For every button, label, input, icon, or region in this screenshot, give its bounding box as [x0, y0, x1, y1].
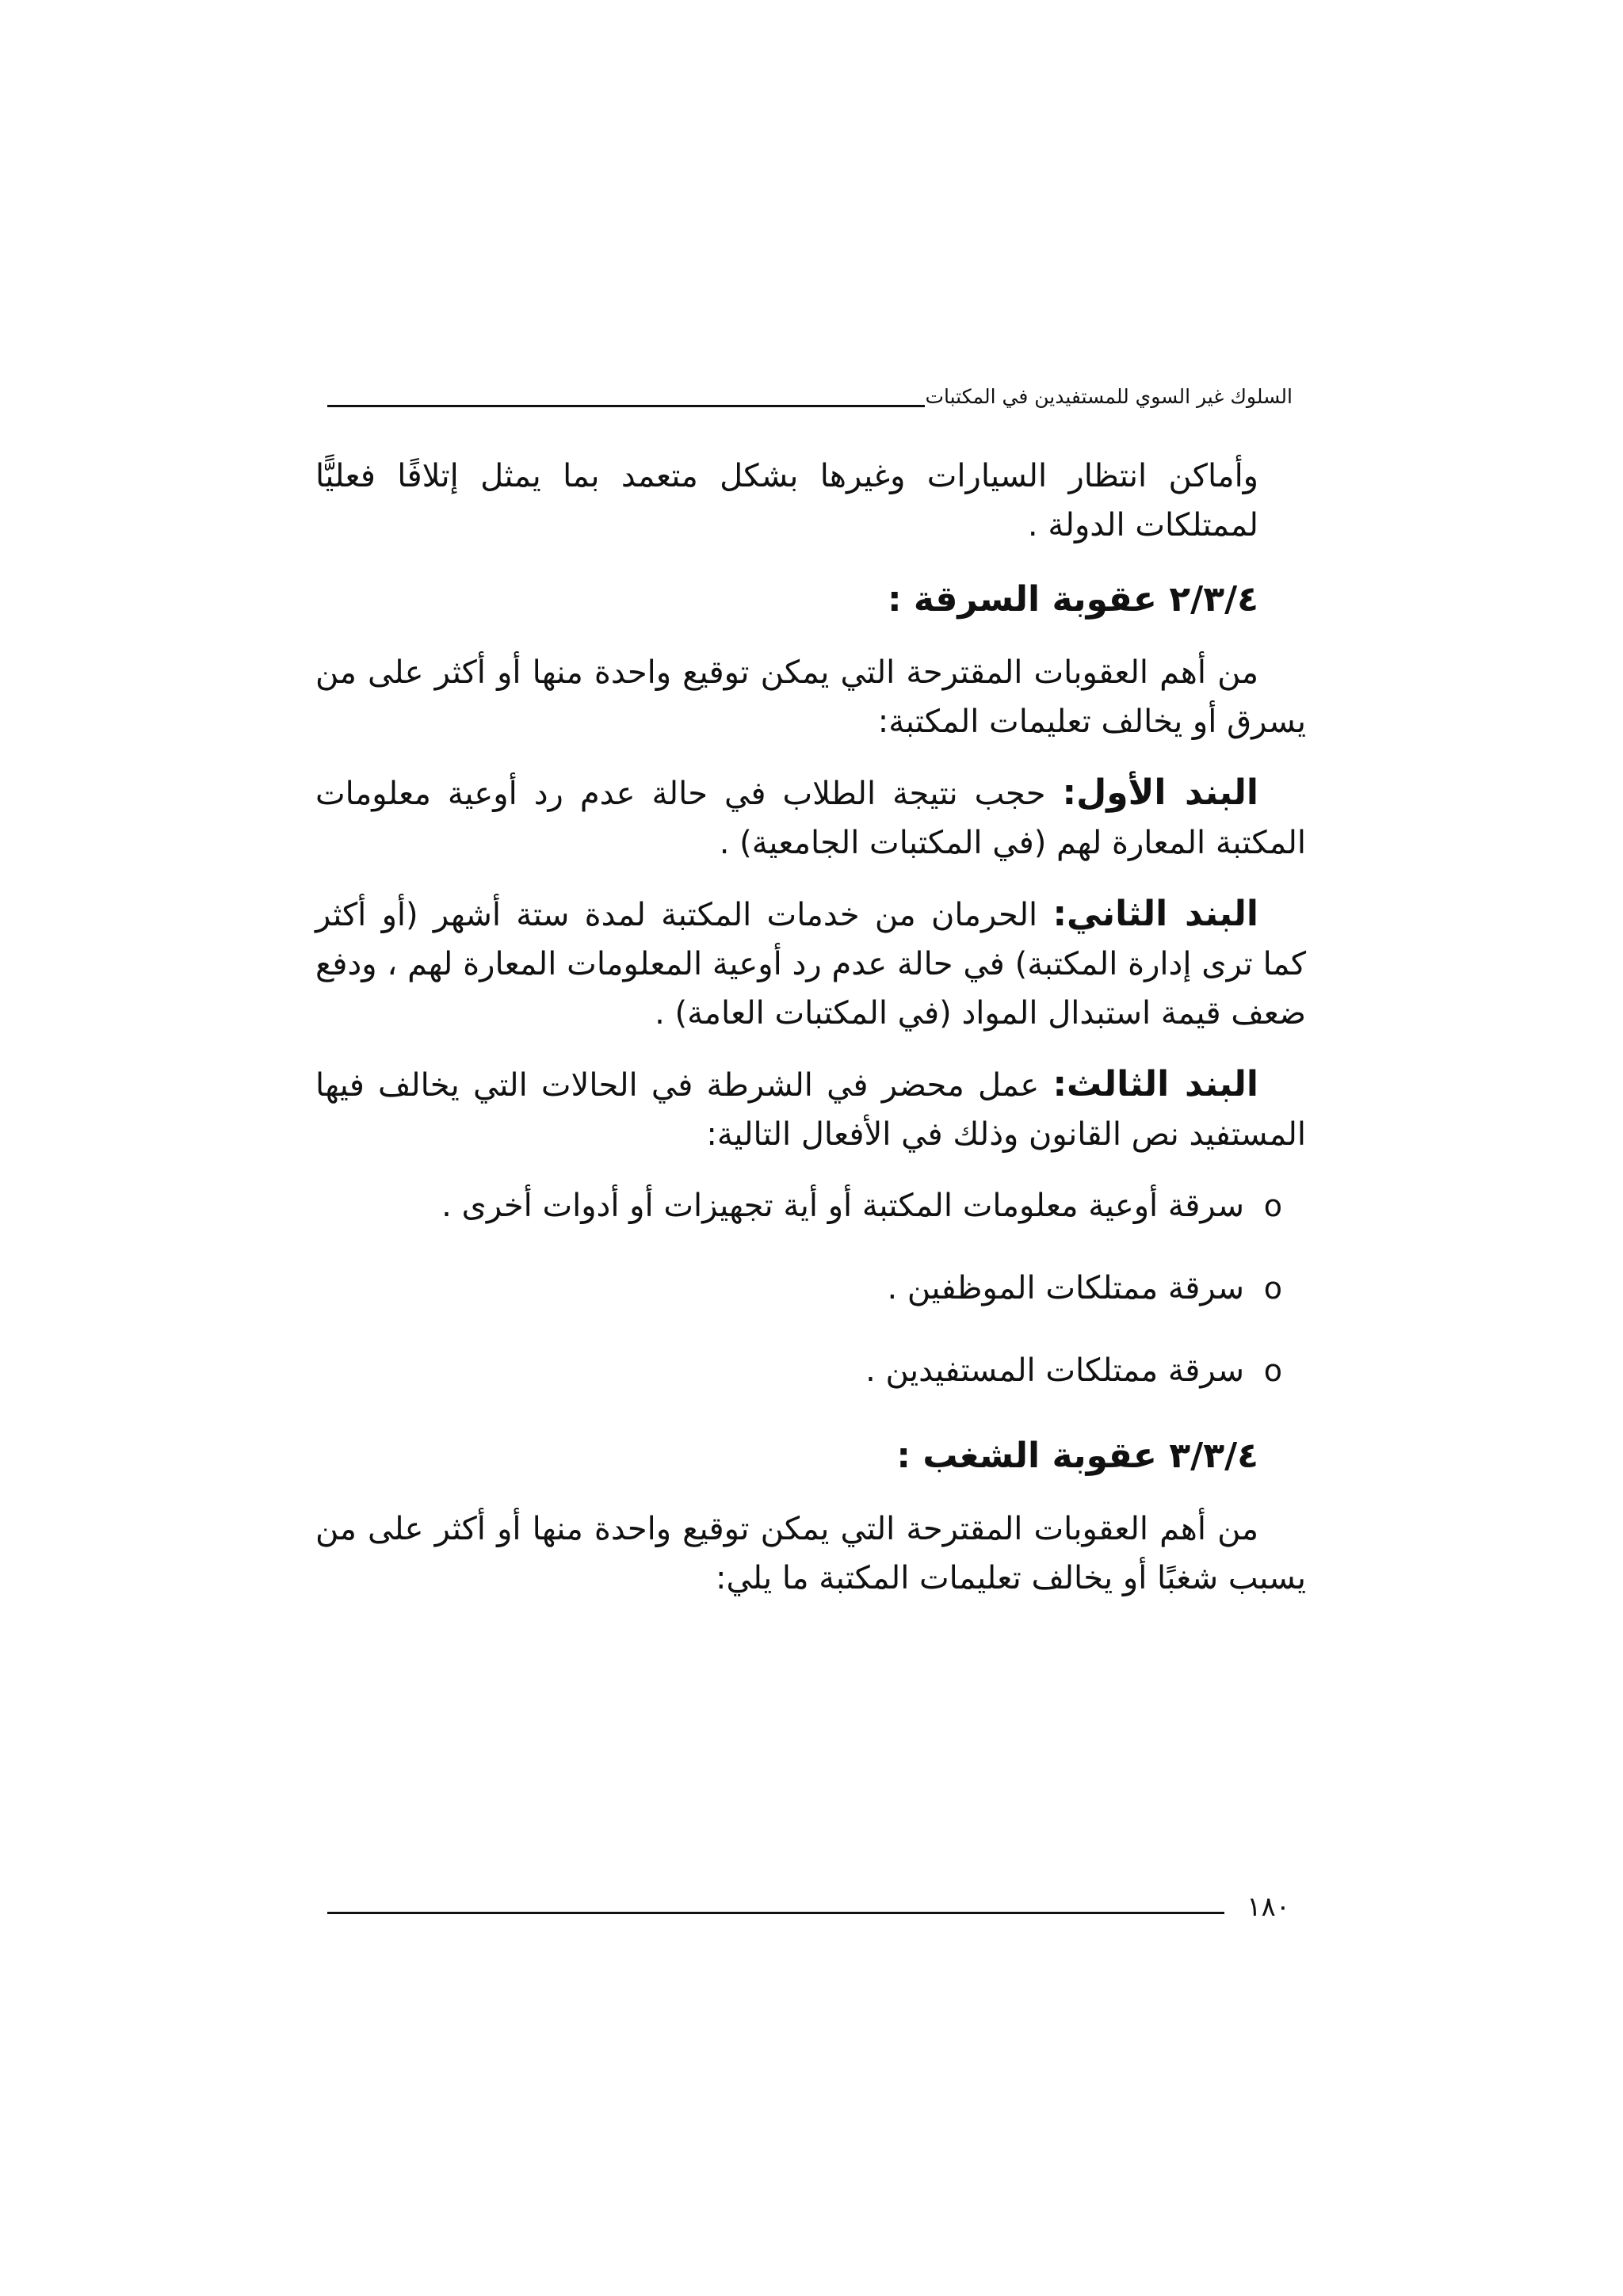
clause-3-text: عمل محضر في الشرطة في الحالات التي يخالف فيها المستفيد نص القانون وذلك في الأفعال التالية:: [315, 1067, 1306, 1153]
header-rule: [327, 405, 925, 407]
riot-intro-paragraph: من أهم العقوبات المقترحة التي يمكن توقيع واحدة منها أو أكثر على من يسبب شغبًا أو يخالف تعليمات المكتبة ما يلي:: [315, 1511, 1306, 1596]
clause-2-title: البند الثاني:: [1052, 894, 1258, 934]
list-item-text: سرقة أوعية معلومات المكتبة أو أية تجهيزات أو أدوات أخرى .: [441, 1188, 1244, 1224]
page-content: [315, 452, 1306, 1625]
clause-1-title: البند الأول:: [1062, 772, 1258, 813]
clause-1: [315, 769, 1306, 868]
list-item: [315, 1181, 1282, 1230]
page-number: ١٨٠: [1247, 1891, 1290, 1923]
footer-rule: [327, 1912, 1224, 1914]
list-item-text: سرقة ممتلكات الموظفين .: [887, 1270, 1244, 1306]
list-item: [315, 1346, 1282, 1395]
clause-2-text: الحرمان من خدمات المكتبة لمدة ستة أشهر (أو أكثر كما ترى إدارة المكتبة) في حالة عدم رد أوعية المعلومات المعارة لهم ، ودفع ضعف قيمة استبدال المواد (في المكتبات العامة) .: [315, 897, 1306, 1032]
clause-3: [315, 1060, 1306, 1159]
section-heading-theft: ٢/٣/٤ عقوبة السرقة :: [887, 579, 1258, 620]
theft-acts-list: [315, 1181, 1306, 1395]
bullet-marker: o: [1263, 1271, 1282, 1306]
list-item-text: سرقة ممتلكات المستفيدين .: [865, 1352, 1244, 1389]
clause-1-text: حجب نتيجة الطلاب في حالة عدم رد أوعية معلومات المكتبة المعارة لهم (في المكتبات الجامعية) .: [315, 776, 1306, 861]
list-item: [315, 1264, 1282, 1313]
bullet-marker: o: [1263, 1353, 1282, 1388]
running-header-title: السلوك غير السوي للمستفيدين في المكتبات: [925, 385, 1293, 408]
page-footer: [327, 1887, 1290, 1927]
running-header: [327, 371, 1293, 410]
intro-paragraph: وأماكن انتظار السيارات وغيرها بشكل متعمد بما يمثل إتلافًا فعليًّا لممتلكات الدولة .: [315, 458, 1258, 543]
theft-intro-paragraph: من أهم العقوبات المقترحة التي يمكن توقيع واحدة منها أو أكثر على من يسرق أو يخالف تعليمات المكتبة:: [315, 654, 1306, 740]
clause-3-title: البند الثالث:: [1052, 1064, 1258, 1104]
bullet-marker: o: [1263, 1188, 1282, 1223]
clause-2: [315, 890, 1306, 1038]
section-heading-riot: ٣/٣/٤ عقوبة الشغب :: [896, 1436, 1258, 1476]
